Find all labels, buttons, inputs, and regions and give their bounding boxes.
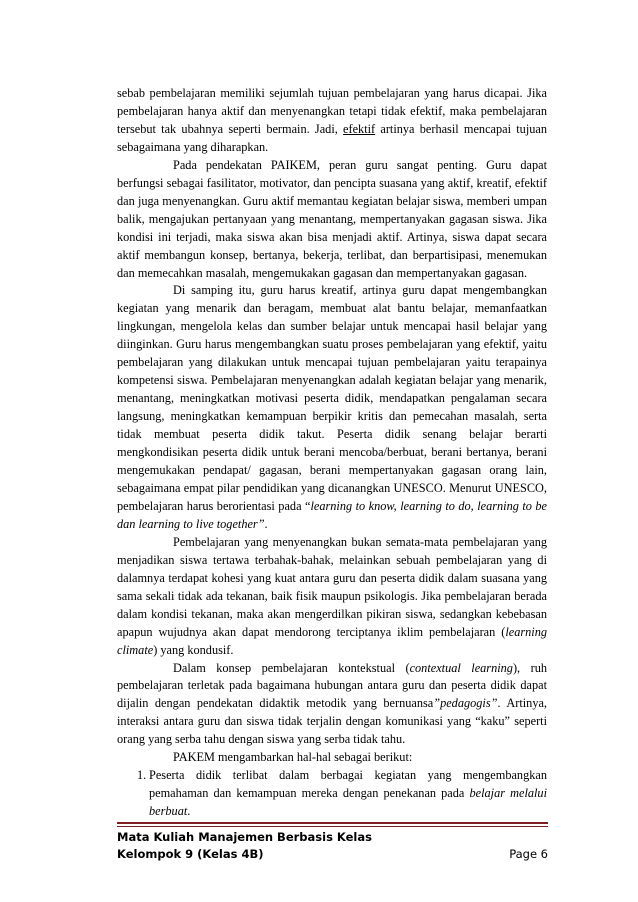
italic-term: learning climate <box>117 624 547 657</box>
footer-group: Kelompok 9 (Kelas 4B) <box>117 847 264 861</box>
paragraph-4: Pembelajaran yang menyenangkan bukan semata-mata pembelajaran yang menjadikan siswa tertawa terbahak-bahak, melainkan sebuah pembelajaran yang di dalamnya terdapat kohesi yang kuat antara guru dan peserta didik dalam suasana yang sama sekali tidak ada tekanan, baik fisik maupun psikologis. Jika pembelajaran berada dalam kondisi tekanan, maka akan mengerdilkan pikiran siswa, sedangkan kebebasan apapun wujudnya akan dapat mendorong terciptanya iklim pembelajaran (learning climate) yang kondusif. <box>117 534 547 657</box>
list-number: 1. <box>137 768 147 783</box>
footer-row <box>117 846 548 863</box>
underlined-term: efektif <box>343 121 376 136</box>
page-footer <box>117 829 548 863</box>
paragraph-5: Dalam konsep pembelajaran kontekstual (contextual learning), ruh pembelajaran terletak pada bagaimana hubungan antara guru dan peserta didik dapat dijalin dengan pendekatan didaktik metodik yang bernuansa”pedagogis”. Artinya, interaksi antara guru dan siswa tidak terjalin dengan komunikasi yang “kaku” seperti orang yang serba tahu dengan siswa yang serba tidak tahu. <box>117 660 547 747</box>
paragraph-3: Di samping itu, guru harus kreatif, artinya guru dapat mengembangkan kegiatan yang menarik dan beragam, membuat alat bantu belajar, memanfaatkan lingkungan, mengelola kelas dan sumber belajar untuk mencapai hasil belajar yang diinginkan. Guru harus mengembangkan suatu proses pembelajaran yang efektif, yaitu pembelajaran yang dilakukan untuk mencapai tujuan pembelajaran yaitu terapainya kompetensi siswa. Pembelajaran menyenangkan adalah kegiatan belajar yang menarik, menantang, meningkatkan motivasi peserta didik, mendapatkan pengalaman secara langsung, meningkatkan kemampuan berpikir kritis dan pemecahan masalah, serta tidak membuat peserta didik takut. Peserta didik senang belajar berarti mengkondisikan peserta didik untuk berani mencoba/berbuat, berani bertanya, berani mengemukakan pendapat/ gagasan, berani mempertanyakan gagasan orang lain, sebagaimana empat pilar pendidikan yang dicanangkan UNESCO. Menurut UNESCO, pembelajaran harus berorientasi pada “learning to know, learning to do, learning to be dan learning to live together”. <box>117 283 547 531</box>
page-number: Page 6 <box>509 847 548 861</box>
footer-divider <box>117 822 548 824</box>
italic-quote: learning to know, learning to do, learning to be dan learning to live together” <box>117 498 547 531</box>
footer-course: Mata Kuliah Manajemen Berbasis Kelas <box>117 830 372 844</box>
paragraph-6: PAKEM mengambarkan hal-hal sebagai berikut: <box>173 750 413 765</box>
paragraph-2: Pada pendekatan PAIKEM, peran guru sangat penting. Guru dapat berfungsi sebagai fasilitator, motivator, dan pencipta suasana yang aktif, kreatif, efektif dan juga menyenangkan. Guru aktif memantau kegiatan belajar siswa, memberi umpan balik, mengajukan pertanyaan yang menantang, mempertanyakan gagasan siswa. Jika kondisi ini terjadi, maka siswa akan bisa menjadi aktif. Artinya, siswa dapat secara aktif membangun konsep, bertanya, bekerja, terlibat, dan berpartisipasi, menemukan dan memecahkan masalah, mengemukakan gagasan dan mempertanyakan gagasan. <box>117 157 547 280</box>
italic-term: ”pedagogis” <box>433 696 498 711</box>
paragraph-1: sebab pembelajaran memiliki sejumlah tujuan pembelajaran yang harus dicapai. Jika pembelajaran hanya aktif dan menyenangkan tetapi tidak efektif, maka pembelajaran tersebut tak ubahnya seperti bermain. Jadi, efektif artinya berhasil mencapai tujuan sebagaimana yang diharapkan. <box>117 86 547 154</box>
footer-divider-thin <box>117 826 548 827</box>
numbered-list <box>117 767 547 821</box>
list-item: 1. Peserta didik terlibat dalam berbagai kegiatan yang mengembangkan pemahaman dan kemampuan mereka dengan penekanan pada belajar melalui berbuat. <box>137 768 547 819</box>
italic-term: contextual learning <box>409 660 513 675</box>
body-text <box>117 85 547 821</box>
italic-term: belajar melalui berbuat <box>149 786 547 819</box>
